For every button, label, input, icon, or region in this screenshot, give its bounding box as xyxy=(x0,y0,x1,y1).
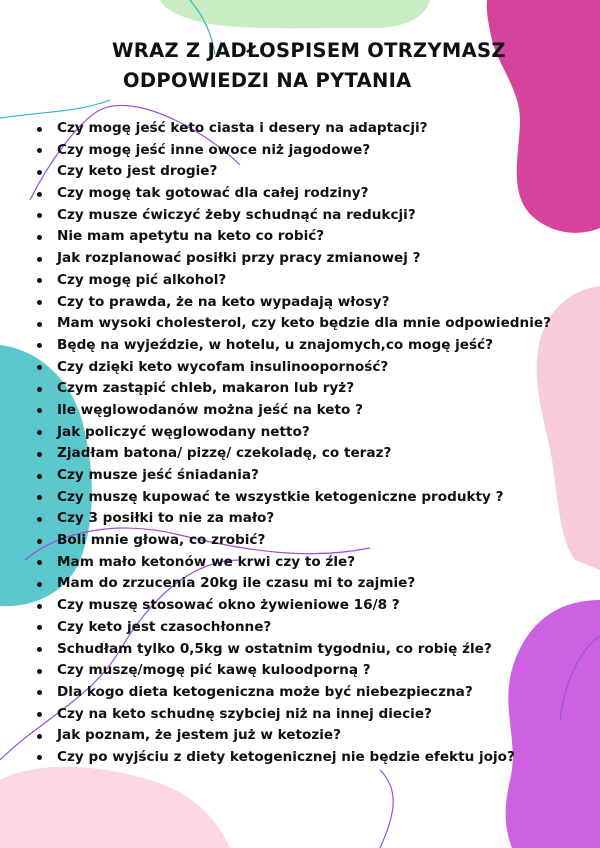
question-item: Czy musze ćwiczyć żeby schudnąć na redukcji? xyxy=(0,205,600,227)
question-item: Mam mało ketonów we krwi czy to źle? xyxy=(0,552,600,574)
question-item: Czy 3 posiłki to nie za mało? xyxy=(0,508,600,530)
question-item: Zjadłam batona/ pizzę/ czekoladę, co teraz? xyxy=(0,443,600,465)
question-item: Czy keto jest drogie? xyxy=(0,161,600,183)
question-item: Czy keto jest czasochłonne? xyxy=(0,617,600,639)
question-item: Czy muszę kupować te wszystkie ketogeniczne produkty ? xyxy=(0,487,600,509)
question-item: Czy mogę jeść inne owoce niż jagodowe? xyxy=(0,140,600,162)
question-item: Czy mogę pić alkohol? xyxy=(0,270,600,292)
question-item: Czy po wyjściu z diety ketogenicznej nie będzie efektu jojo? xyxy=(0,747,600,769)
title-line-1: WRAZ Z JADŁOSPISEM OTRZYMASZ xyxy=(112,39,506,62)
question-item: Jak poznam, że jestem już w ketozie? xyxy=(0,725,600,747)
question-item: Boli mnie głowa, co zrobić? xyxy=(0,530,600,552)
question-item: Czy to prawda, że na keto wypadają włosy? xyxy=(0,292,600,314)
question-item: Czy muszę stosować okno żywieniowe 16/8 ? xyxy=(0,595,600,617)
question-item: Czy muszę/mogę pić kawę kuloodporną ? xyxy=(0,660,600,682)
question-item: Nie mam apetytu na keto co robić? xyxy=(0,226,600,248)
title-line-2: ODPOWIEDZI NA PYTANIA xyxy=(123,69,412,92)
question-item: Będę na wyjeździe, w hotelu, u znajomych,co mogę jeść? xyxy=(0,335,600,357)
question-item: Czy mogę jeść keto ciasta i desery na adaptacji? xyxy=(0,118,600,140)
question-item: Czy na keto schudnę szybciej niż na innej diecie? xyxy=(0,704,600,726)
question-item: Mam wysoki cholesterol, czy keto będzie dla mnie odpowiednie? xyxy=(0,313,600,335)
question-item: Dla kogo dieta ketogeniczna może być niebezpieczna? xyxy=(0,682,600,704)
question-item: Czym zastąpić chleb, makaron lub ryż? xyxy=(0,378,600,400)
question-item: Jak rozplanować posiłki przy pracy zmianowej ? xyxy=(0,248,600,270)
question-item: Czy dzięki keto wycofam insulinooporność? xyxy=(0,357,600,379)
question-item: Czy mogę tak gotować dla całej rodziny? xyxy=(0,183,600,205)
question-item: Czy musze jeść śniadania? xyxy=(0,465,600,487)
question-list xyxy=(0,118,600,769)
light-pink-blob xyxy=(0,767,230,848)
purple-line xyxy=(380,770,393,848)
teal-line xyxy=(0,100,110,118)
question-item: Jak policzyć węglowodany netto? xyxy=(0,422,600,444)
question-item: Mam do zrzucenia 20kg ile czasu mi to zajmie? xyxy=(0,573,600,595)
question-item: Schudłam tylko 0,5kg w ostatnim tygodniu, co robię źle? xyxy=(0,639,600,661)
page-title xyxy=(0,36,600,96)
question-item: Ile węglowodanów można jeść na keto ? xyxy=(0,400,600,422)
